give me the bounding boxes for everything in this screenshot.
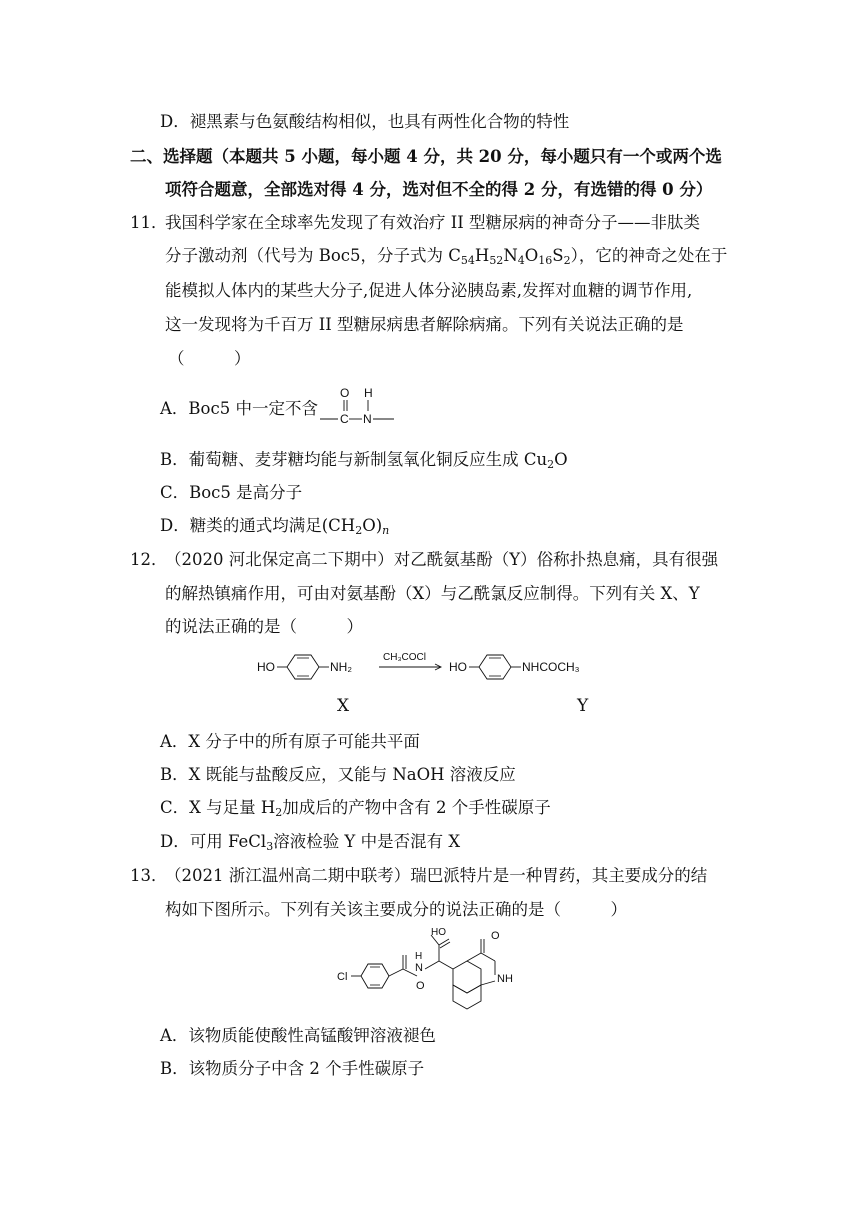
q13-line1: （2021 浙江温州高二期中联考）瑞巴派特片是一种胃药，其主要成分的结 [165,866,708,885]
struct-h: H [364,386,373,400]
q11-option-c: C．Boc5 是高分子 [160,483,303,502]
q12-option-d: D．可用 FeCl$_3$溶液检验 Y 中是否混有 X [160,832,461,853]
atom-cl: Cl [337,971,348,983]
q12-option-c: C．X 与足量 $H_2$加成后的产物中含有 2 个手性碳原子 [160,798,551,819]
y-nhcoch3: NHCOCH₃ [522,660,580,674]
q12-line3: 的说法正确的是（ ） [165,617,363,636]
q13-line2: 构如下图所示。下列有关该主要成分的说法正确的是（ ） [165,900,627,919]
q12-line1: （2020 河北保定高二下期中）对乙酰氨基酚（Y）俗称扑热息痛，具有很强 [165,550,719,569]
rebamipide-structure [335,925,535,1021]
struct-o: O [340,386,350,400]
q11-line3: 能模拟人体内的某些大分子,促进人体分泌胰岛素,发挥对血糖的调节作用, [165,281,693,300]
reagent-label: CH₃COCl [383,652,426,663]
atom-h: H [415,951,423,962]
q11-line4: 这一发现将为千百万 II 型糖尿病患者解除病痛。下列有关说法正确的是 [165,315,684,334]
y-benzene-ring [479,655,511,679]
q11-option-a: A．Boc5 中一定不含 [160,399,318,418]
reaction-scheme [255,645,625,689]
chlorophenyl-ring [361,964,389,988]
q11-number: 11． [130,213,168,232]
previous-option-d: D．褪黑素与色氨酸结构相似，也具有两性化合物的特性 [160,112,570,131]
q12-number: 12． [130,550,168,569]
compound-y-label: Y [577,696,589,716]
q13-option-b: B．该物质分子中含 2 个手性碳原子 [160,1059,425,1078]
q12-option-a: A．X 分子中的所有原子可能共平面 [160,732,420,751]
q11-answer-blank: （ ） [168,349,251,368]
q12-option-b: B．X 既能与盐酸反应，又能与 NaOH 溶液反应 [160,765,516,784]
compound-x-label: X [337,696,350,716]
q11-line2: 分子激动剂（代号为 Boc5，分子式为 $C_{54}H_{52}N_4O_{16}S_2$），它的神奇之处在于 [165,246,728,267]
x-nh2: NH₂ [330,660,352,674]
q11-option-d: D．糖类的通式均满足$(CH_2O)_n$ [160,516,390,537]
q12-line2: 的解热镇痛作用，可由对氨基酚（X）与乙酰氯反应制得。下列有关 X、Y [165,584,700,603]
x-benzene-ring [287,655,319,679]
section-heading-line1: 二、选择题（本题共 5 小题，每小题 4 分，共 20 分，每小题只有一个或两个选 [130,147,722,166]
atom-o-amide: O [416,980,425,992]
atom-n: N [415,962,423,974]
section-heading-line2: 项符合题意，全部选对得 4 分，选对但不全的得 2 分，有选错的得 0 分） [165,180,713,199]
x-ho: HO [257,660,275,674]
struct-n: N [363,412,372,426]
atom-nh: NH [497,973,513,985]
q11-line1: 我国科学家在全球率先发现了有效治疗 II 型糖尿病的神奇分子——非肽类 [165,213,701,232]
y-ho: HO [449,660,467,674]
q13-option-a: A．该物质能使酸性高锰酸钾溶液褪色 [160,1026,436,1045]
amide-group-structure [318,384,400,432]
atom-o-lactam: O [491,930,500,942]
struct-c: C [340,412,349,426]
atom-ho: HO [431,927,446,938]
q11-option-b: B．葡萄糖、麦芽糖均能与新制氢氧化铜反应生成 $Cu_2O$ [160,450,568,471]
q13-number: 13． [130,866,168,885]
